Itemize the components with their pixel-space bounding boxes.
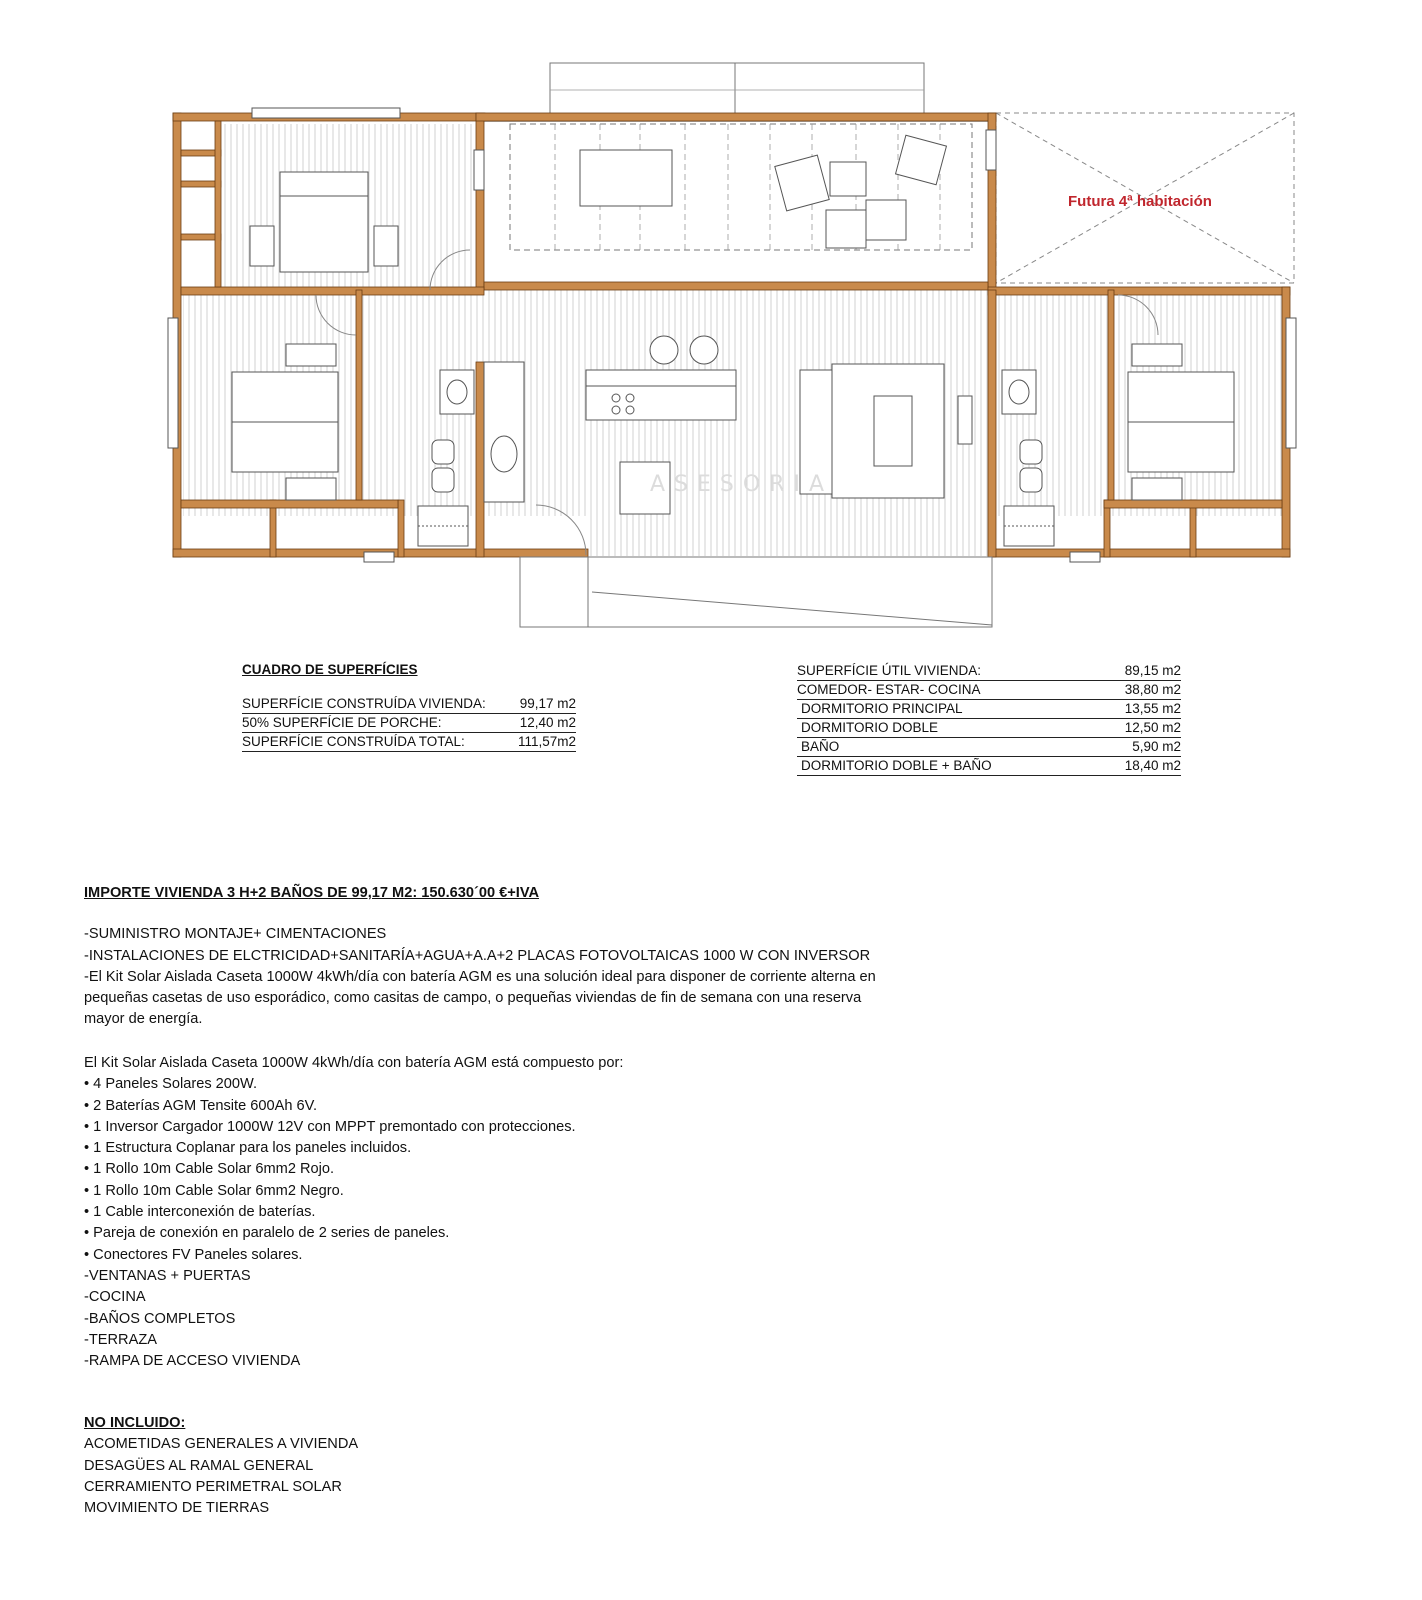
list-item: • 1 Rollo 10m Cable Solar 6mm2 Negro. — [84, 1182, 344, 1199]
kit-intro: El Kit Solar Aislada Caseta 1000W 4kWh/día con batería AGM está compuesto por: — [84, 1055, 624, 1071]
list-item: ACOMETIDAS GENERALES A VIVIENDA — [84, 1436, 359, 1453]
entry-ramp-floor — [588, 516, 992, 556]
row-value: 38,80 m2 — [1124, 682, 1181, 697]
list-item: -BAÑOS COMPLETOS — [84, 1310, 236, 1327]
row-value: 18,40 m2 — [1124, 758, 1181, 773]
list-item: • 2 Baterías AGM Tensite 600Ah 6V. — [84, 1097, 318, 1114]
row-label: COMEDOR- ESTAR- COCINA — [797, 682, 981, 697]
row-label: BAÑO — [801, 739, 840, 754]
price-heading: IMPORTE VIVIENDA 3 H+2 BAÑOS DE 99,17 M2: 150.630´00 €+IVA — [84, 885, 540, 901]
not-included-heading: NO INCLUIDO: — [84, 1415, 186, 1431]
row-label: DORMITORIO PRINCIPAL — [801, 701, 963, 716]
table-row — [797, 757, 1181, 776]
floor-plan — [0, 0, 1422, 640]
table-row — [242, 695, 576, 714]
list-item: • Conectores FV Paneles solares. — [84, 1246, 303, 1263]
row-value: 12,50 m2 — [1124, 720, 1181, 735]
row-value: 89,15 m2 — [1124, 663, 1181, 678]
list-item: • Pareja de conexión en paralelo de 2 series de paneles. — [84, 1225, 450, 1242]
table-row — [242, 733, 576, 752]
row-value: 99,17 m2 — [519, 696, 576, 711]
list-item: -COCINA — [84, 1289, 146, 1306]
row-value: 12,40 m2 — [519, 715, 576, 730]
table-row — [797, 738, 1181, 757]
price-section — [84, 883, 984, 1031]
list-item: • 1 Cable interconexión de baterías. — [84, 1204, 316, 1221]
table-row — [797, 719, 1181, 738]
list-item: -VENTANAS + PUERTAS — [84, 1267, 251, 1284]
list-item: -RAMPA DE ACCESO VIVIENDA — [84, 1353, 301, 1370]
table-row — [797, 662, 1181, 681]
not-included-section — [84, 1413, 984, 1519]
row-label: 50% SUPERFÍCIE DE PORCHE: — [242, 715, 442, 730]
row-label: DORMITORIO DOBLE + BAÑO — [801, 758, 992, 773]
list-item: CERRAMIENTO PERIMETRAL SOLAR — [84, 1478, 342, 1495]
useful-surfaces-table — [797, 662, 1181, 776]
row-label: DORMITORIO DOBLE — [801, 720, 939, 735]
list-item: -El Kit Solar Aislada Caseta 1000W 4kWh/día con batería AGM es una solución ideal para disponer de corriente alterna en — [84, 968, 876, 985]
row-label: SUPERFÍCIE ÚTIL VIVIENDA: — [797, 663, 982, 678]
list-item: pequeñas casetas de uso esporádico, como casitas de campo, o pequeñas viviendas de fin de semana con una reserva — [84, 990, 862, 1007]
surfaces-table — [242, 662, 576, 752]
row-label: SUPERFÍCIE CONSTRUÍDA TOTAL: — [242, 734, 465, 749]
list-item: -INSTALACIONES DE ELCTRICIDAD+SANITARÍA+AGUA+A.A+2 PLACAS FOTOVOLTAICAS 1000 W CON INVERSOR — [84, 947, 871, 964]
list-item: MOVIMIENTO DE TIERRAS — [84, 1500, 270, 1517]
list-item: • 1 Inversor Cargador 1000W 12V con MPPT premontado con protecciones. — [84, 1118, 576, 1135]
list-item: -TERRAZA — [84, 1331, 157, 1348]
table-row — [797, 681, 1181, 700]
kit-section — [84, 1053, 984, 1372]
row-value: 13,55 m2 — [1124, 701, 1181, 716]
table-row — [242, 714, 576, 733]
future-room-label: Futura 4ª habitación — [1068, 193, 1212, 210]
list-item: • 4 Paneles Solares 200W. — [84, 1076, 258, 1093]
list-item: DESAGÜES AL RAMAL GENERAL — [84, 1457, 314, 1474]
surfaces-table-title: CUADRO DE SUPERFÍCIES — [242, 662, 418, 677]
list-item: • 1 Rollo 10m Cable Solar 6mm2 Rojo. — [84, 1161, 335, 1178]
row-value: 5,90 m2 — [1132, 739, 1181, 754]
row-value: 111,57m2 — [517, 734, 576, 749]
row-label: SUPERFÍCIE CONSTRUÍDA VIVIENDA: — [242, 696, 486, 711]
entry-ramp — [520, 557, 992, 627]
pergola — [550, 63, 924, 121]
watermark: ASESORIA — [650, 472, 834, 497]
table-row — [797, 700, 1181, 719]
list-item: mayor de energía. — [84, 1011, 203, 1028]
list-item: • 1 Estructura Coplanar para los paneles incluidos. — [84, 1140, 412, 1157]
list-item: -SUMINISTRO MONTAJE+ CIMENTACIONES — [84, 926, 387, 943]
